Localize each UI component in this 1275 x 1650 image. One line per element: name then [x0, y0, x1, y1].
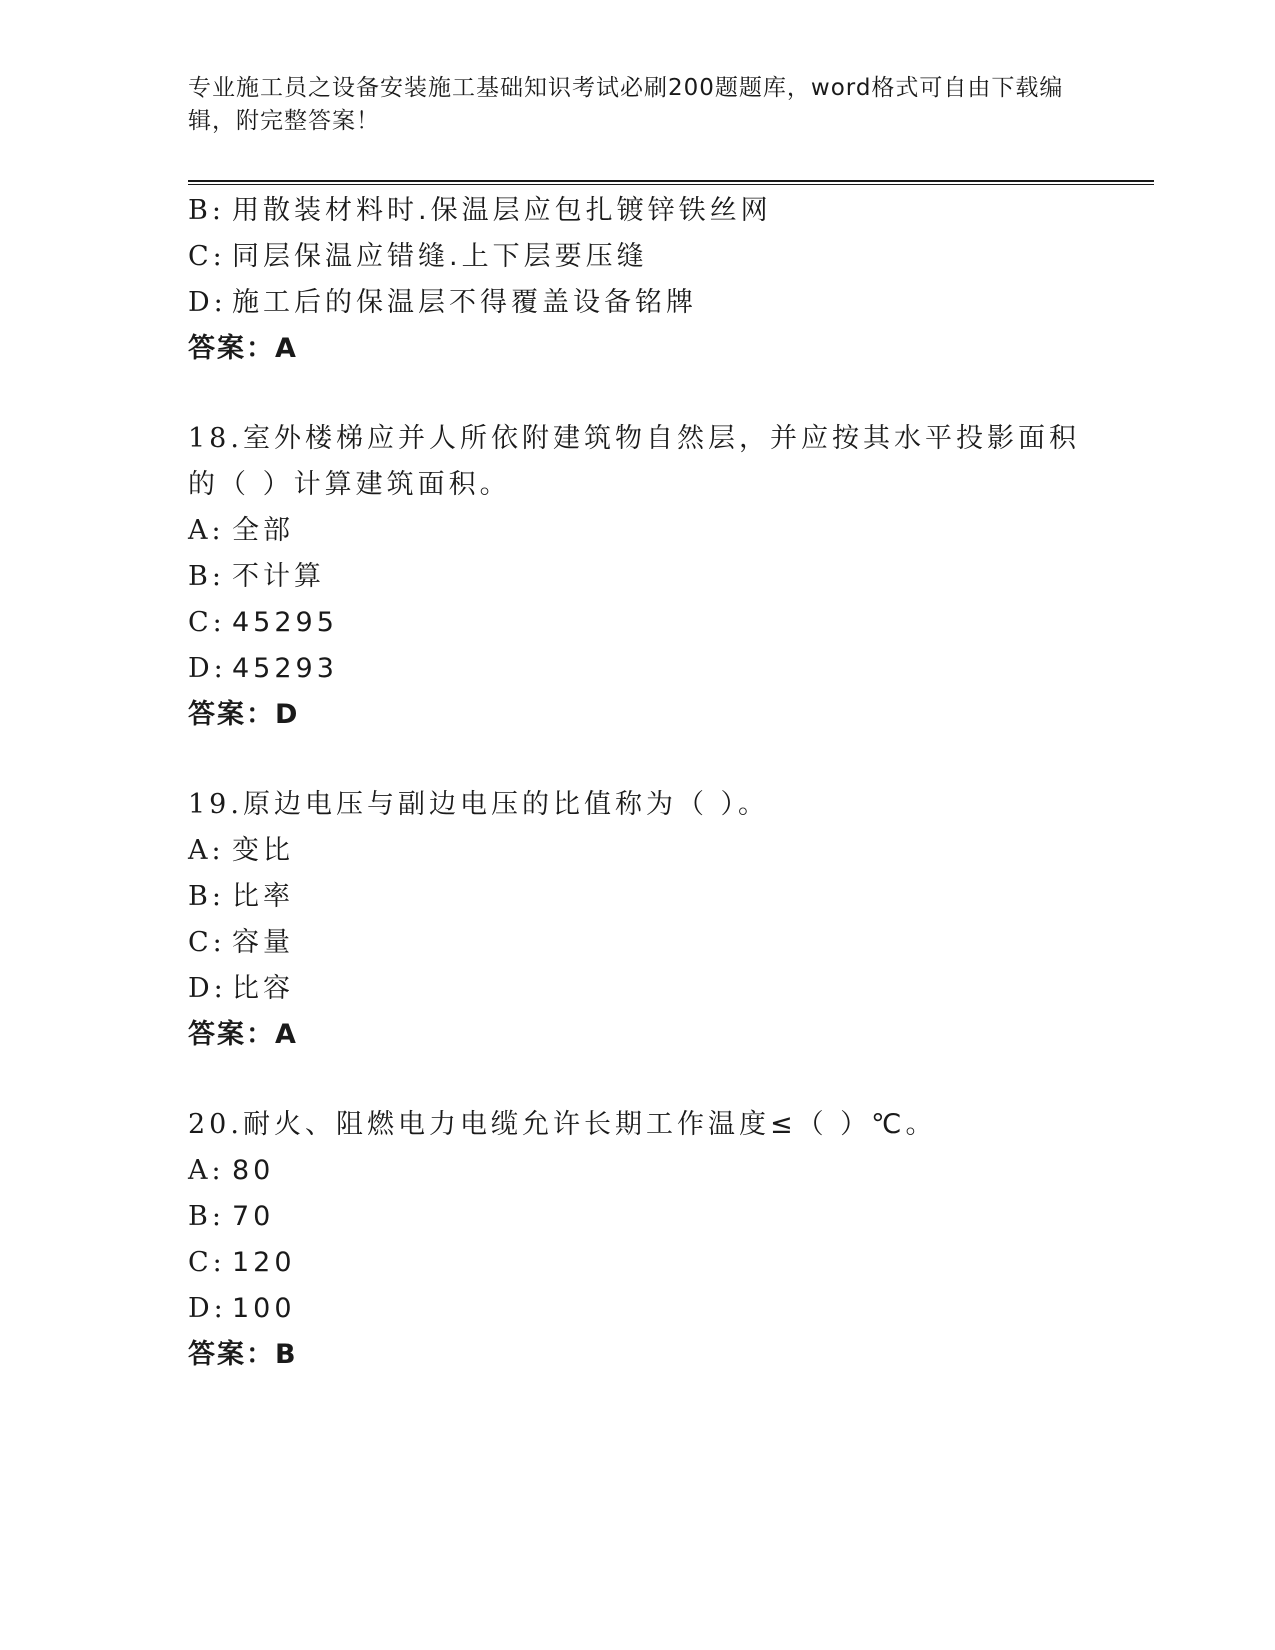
option-c: [188, 234, 1088, 280]
option-key: B:: [188, 881, 225, 912]
question-text: 原边电压与副边电压的比值称为（ ）。: [242, 789, 770, 820]
option-text: 80: [232, 1155, 275, 1186]
spacer: [188, 372, 1088, 416]
option-key: C:: [188, 1247, 226, 1278]
option-text: 用散装材料时.保温层应包扎镀锌铁丝网: [232, 195, 772, 226]
question-number: 20.: [188, 1109, 243, 1140]
option-text: 不计算: [232, 561, 325, 592]
option-key: C:: [188, 241, 226, 272]
question-18: [188, 416, 1088, 738]
option-key: C:: [188, 607, 226, 638]
option-text: 容量: [232, 927, 294, 958]
option-text: 比容: [232, 973, 294, 1004]
option-a: [188, 508, 1088, 554]
option-key: A:: [188, 835, 225, 866]
option-key: A:: [188, 1155, 225, 1186]
option-text: 120: [232, 1247, 296, 1278]
question-19: [188, 782, 1088, 1058]
question-stem: [188, 782, 1088, 828]
document-header: 专业施工员之设备安装施工基础知识考试必刷200题题库，word格式可自由下载编辑，附完整答案！: [188, 75, 1064, 134]
option-key: D:: [188, 1293, 227, 1324]
question-text: 耐火、阻燃电力电缆允许长期工作温度≤（ ）℃。: [242, 1109, 937, 1140]
answer-line: 答案：D: [188, 699, 300, 730]
option-key: B:: [188, 195, 225, 226]
option-text: 变比: [232, 835, 294, 866]
option-text: 100: [232, 1293, 296, 1324]
question-number: 18.: [188, 423, 243, 454]
option-c: [188, 1240, 1088, 1286]
option-b: [188, 874, 1088, 920]
option-key: D:: [188, 973, 227, 1004]
question-number: 19.: [188, 789, 243, 820]
option-text: 同层保温应错缝.上下层要压缝: [232, 241, 648, 272]
option-a: [188, 1148, 1088, 1194]
option-text: 全部: [232, 515, 294, 546]
option-text: 70: [232, 1201, 275, 1232]
header-divider-thin: [188, 184, 1154, 185]
option-c: [188, 920, 1088, 966]
question-stem: [188, 1102, 1088, 1148]
option-key: D:: [188, 653, 227, 684]
option-key: B:: [188, 1201, 225, 1232]
option-d: [188, 280, 1088, 326]
answer-line: 答案：A: [188, 1019, 298, 1050]
option-d: [188, 1286, 1088, 1332]
question-20: [188, 1102, 1088, 1378]
question-text: 室外楼梯应并人所依附建筑物自然层，并应按其水平投影面积的（ ）计算建筑面积。: [188, 423, 1080, 500]
option-text: 45295: [232, 607, 338, 638]
option-d: [188, 966, 1088, 1012]
option-key: A:: [188, 515, 225, 546]
option-b: [188, 188, 1088, 234]
spacer: [188, 1058, 1088, 1102]
option-key: C:: [188, 927, 226, 958]
option-d: [188, 646, 1088, 692]
option-text: 施工后的保温层不得覆盖设备铭牌: [232, 287, 697, 318]
answer-line: 答案：B: [188, 1339, 298, 1370]
answer-line: 答案：A: [188, 333, 298, 364]
question-list: [188, 188, 1088, 1378]
option-key: D:: [188, 287, 227, 318]
option-b: [188, 1194, 1088, 1240]
option-b: [188, 554, 1088, 600]
option-text: 比率: [232, 881, 294, 912]
header-divider-thick: [188, 180, 1154, 182]
option-c: [188, 600, 1088, 646]
question-partial: [188, 188, 1088, 372]
spacer: [188, 738, 1088, 782]
option-key: B:: [188, 561, 225, 592]
option-text: 45293: [232, 653, 338, 684]
option-a: [188, 828, 1088, 874]
question-stem: [188, 416, 1088, 508]
